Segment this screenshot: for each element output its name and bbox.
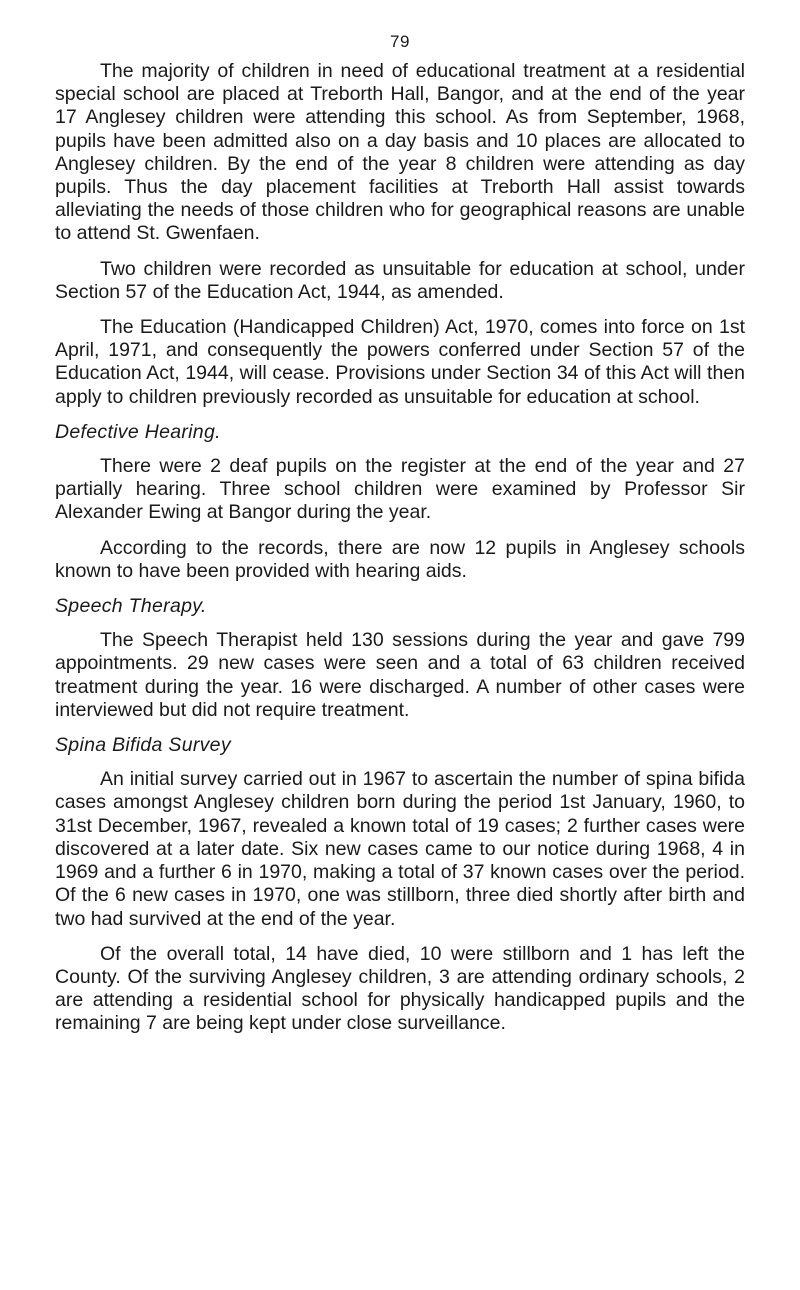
spina-paragraph-survey: An initial survey carried out in 1967 to ascertain the number of spina bifida cases amongst Anglesey children born during the period 1st January, 1960, to 31st December, 1967, revealed a known total of 19 cases; 2 further cases were discovered at a later date. Six new cases came to our notice during 1968, 4 in 1969 and a further 6 in 1970, making a total of 37 known cases over the period. Of the 6 new cases in 1970, one was stillborn, three died shortly after birth and two had survived at the end of the year. <box>55 768 745 930</box>
page-number: 79 <box>390 32 410 51</box>
intro-paragraph-education-act: The Education (Handicapped Children) Act, 1970, comes into force on 1st April, 1971, and consequently the powers conferred under Section 57 of the Education Act, 1944, will cease. Provisions under Section 34 of this Act will then apply to children previously recorded as unsuitable for education at school. <box>55 316 745 408</box>
heading-defective-hearing: Defective Hearing. <box>55 420 221 443</box>
document-body <box>55 60 745 1048</box>
intro-paragraph-treborth: The majority of children in need of educational treatment at a residential special school are placed at Treborth Hall, Bangor, and at the end of the year 17 Anglesey children were attending this school. As from September, 1968, pupils have been admitted also on a day basis and 10 places are allocated to Anglesey children. By the end of the year 8 children were attending as day pupils. Thus the day placement facilities at Treborth Hall assist towards alleviating the needs of those children who for geographical reasons are unable to attend St. Gwenfaen. <box>55 60 745 245</box>
heading-speech-therapy: Speech Therapy. <box>55 595 207 618</box>
spina-paragraph-overall-total: Of the overall total, 14 have died, 10 were stillborn and 1 has left the County. Of the surviving Anglesey children, 3 are attending ordinary schools, 2 are attending a residential school for physically handicapped pupils and the remaining 7 are being kept under close surveillance. <box>55 942 745 1035</box>
hearing-paragraph-hearing-aids: According to the records, there are now 12 pupils in Anglesey schools known to have been provided with hearing aids. <box>55 536 745 582</box>
intro-paragraph-unsuitable: Two children were recorded as unsuitable for education at school, under Section 57 of the Education Act, 1944, as amended. <box>55 257 745 303</box>
hearing-paragraph-deaf-pupils: There were 2 deaf pupils on the register at the end of the year and 27 partially hearing. Three school children were examined by Professor Sir Alexander Ewing at Bangor during the year. <box>55 455 745 524</box>
speech-paragraph-sessions: The Speech Therapist held 130 sessions during the year and gave 799 appointments. 29 new cases were seen and a total of 63 children received treatment during the year. 16 were discharged. A number of other cases were interviewed but did not require treatment. <box>55 629 745 721</box>
heading-spina-bifida-survey: Spina Bifida Survey <box>55 734 231 757</box>
